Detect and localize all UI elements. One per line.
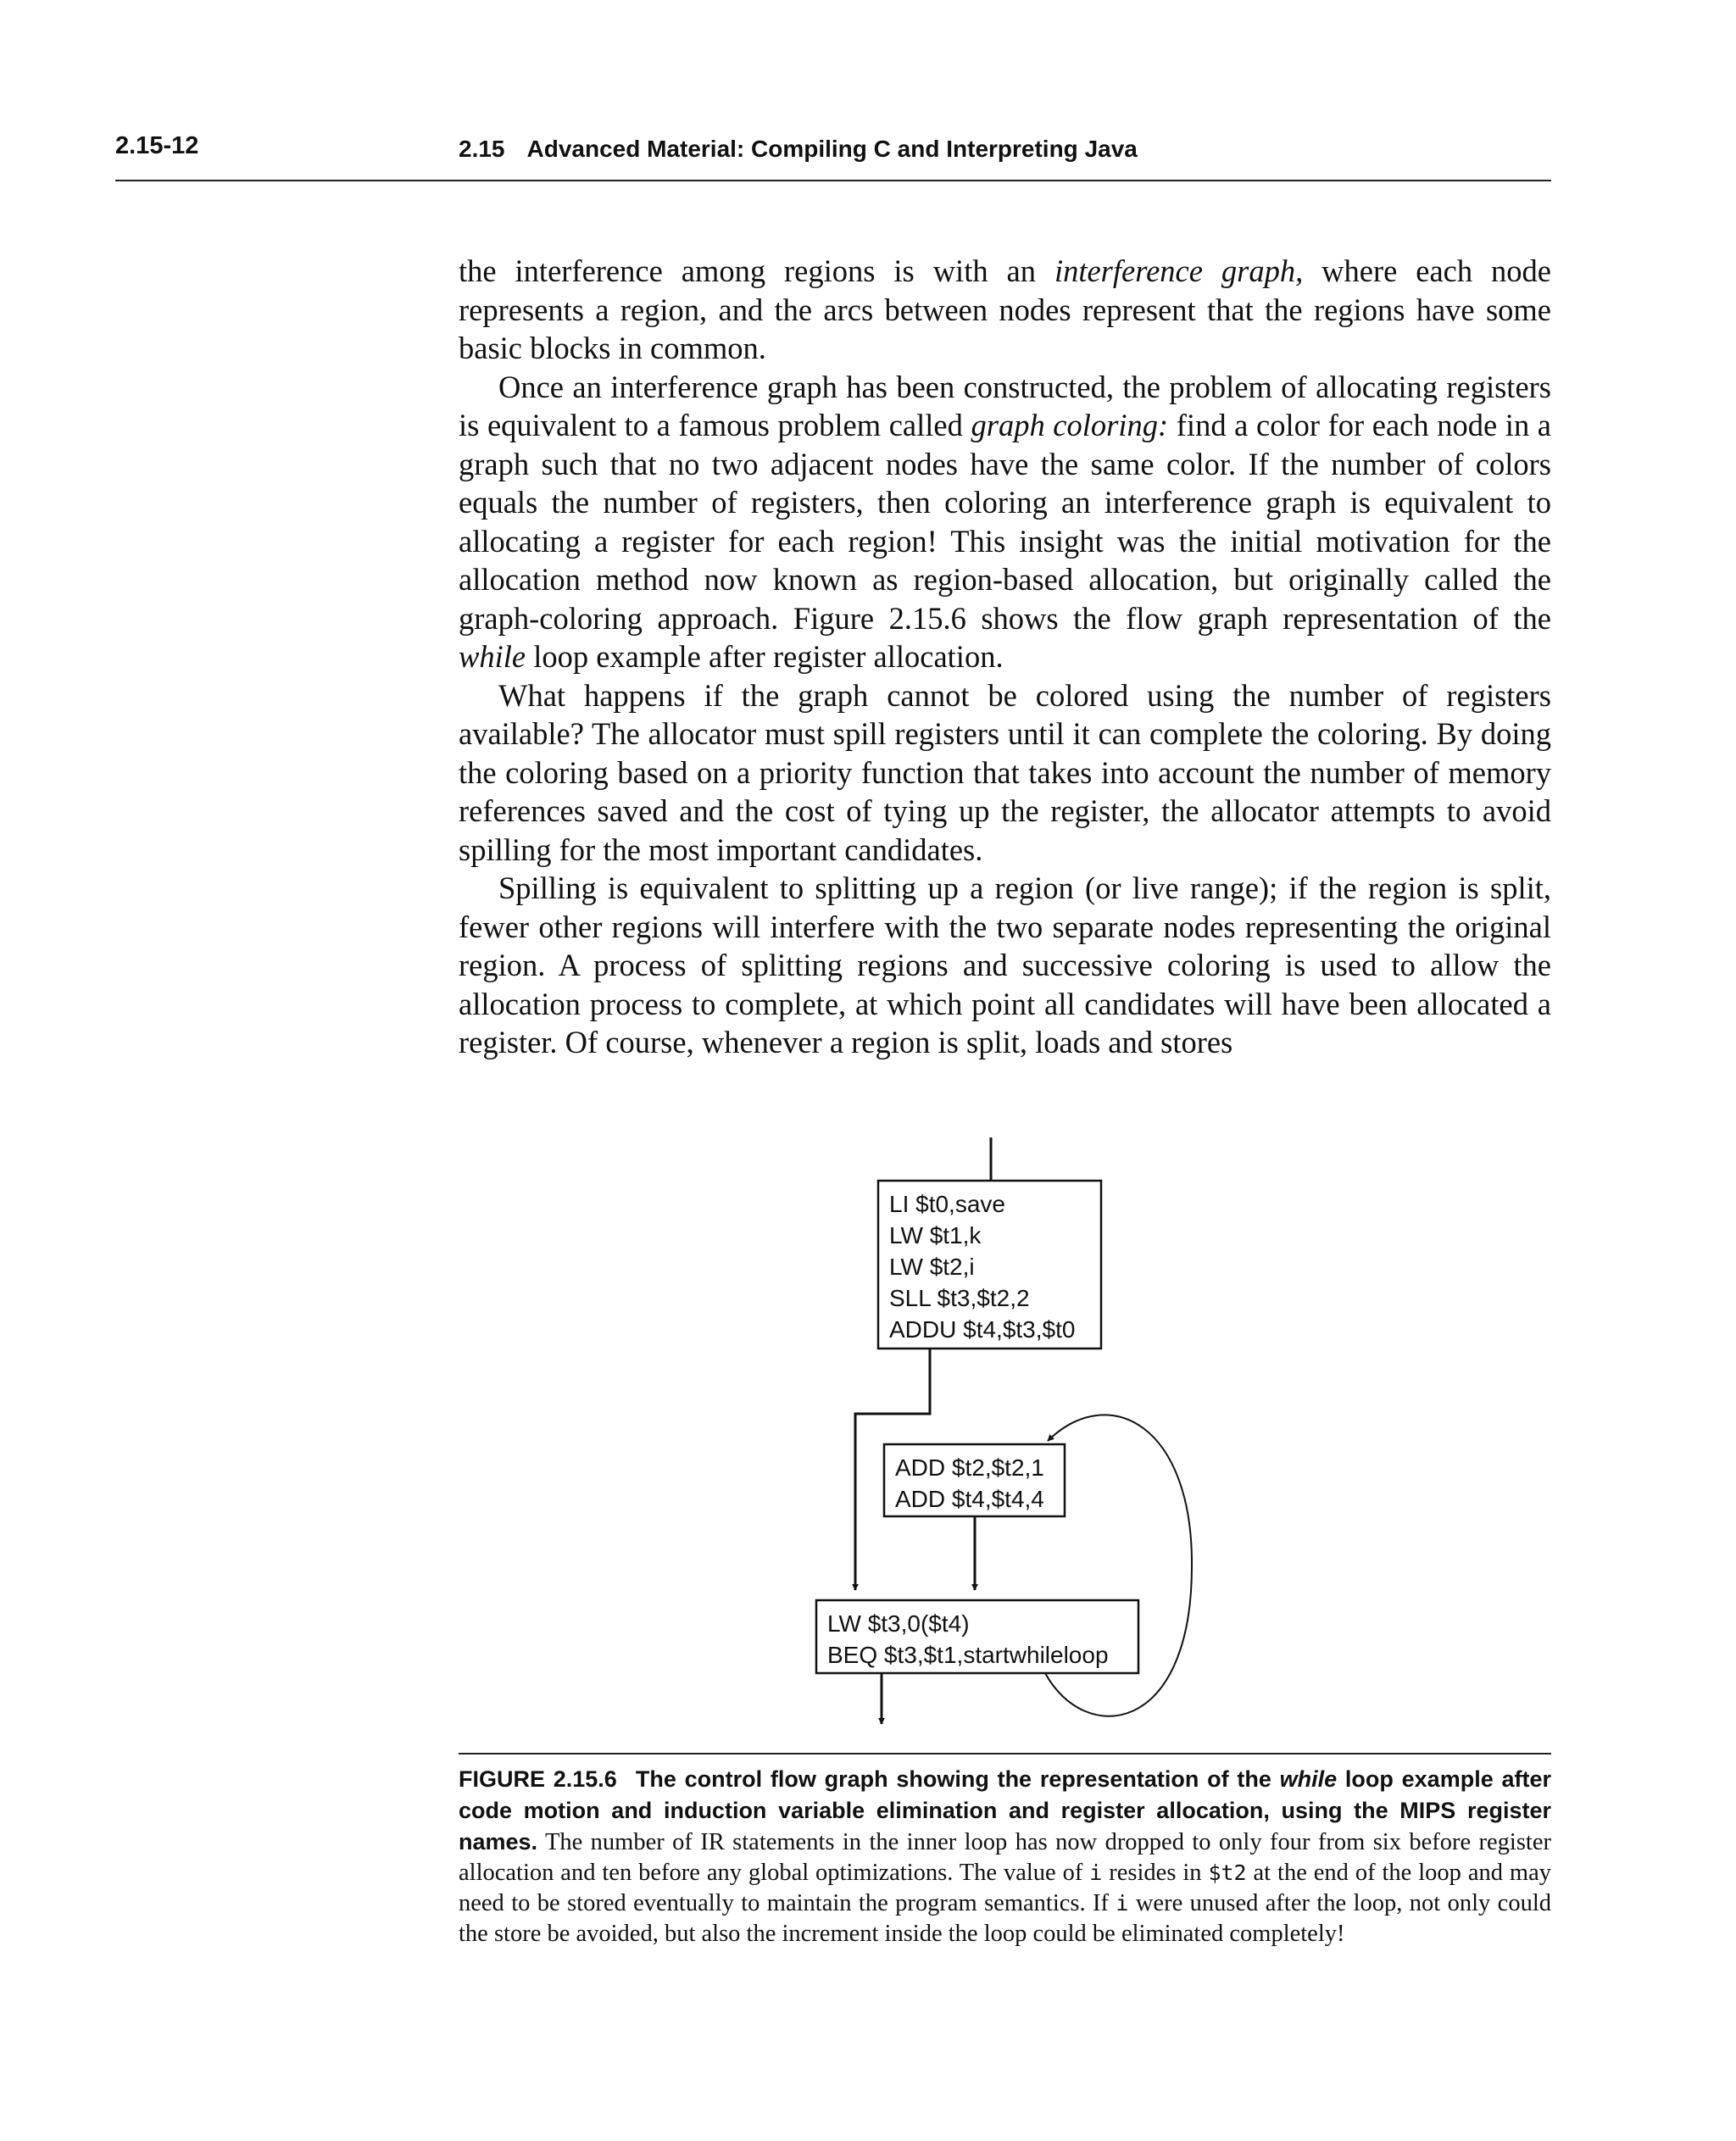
italic-term: graph coloring: [971, 408, 1169, 442]
block1-line-3: LW $t2,i [889, 1254, 975, 1280]
caption-code: $t2 [1208, 1860, 1247, 1885]
block1-line-5: ADDU $t4,$t3,$t0 [889, 1316, 1076, 1343]
caption-text: The number of IR statements in the inner loop has now dropped to only four from six before register allocation and ten before any global optimizations. The value of [459, 1829, 1551, 1886]
caption-rule [459, 1753, 1551, 1755]
caption-bold-text: The control flow graph showing the representation of the [635, 1766, 1280, 1792]
text-run: the interference among regions is with an [459, 253, 1054, 288]
figure-label: FIGURE 2.15.6 [459, 1766, 617, 1792]
text-run: loop example after register allocation. [526, 639, 1004, 674]
paragraph-4: Spilling is equivalent to splitting up a region (or live range); if the region is split, fewer other regions will interfere with the two separate nodes representing the original region. A process of splitting regions and successive coloring is used to allow the allocation process to complete, at which point all candidates will have been allocated a register. Of course, whenever a region is split, loads and stores [459, 870, 1551, 1059]
block2-line-1: ADD $t2,$t2,1 [895, 1454, 1044, 1481]
section-number: 2.15 [459, 136, 505, 162]
paragraph-3: What happens if the graph cannot be colored using the number of registers available? The allocator must spill registers until it can complete the coloring. By doing the coloring based on a priority function that takes into account the number of memory references saved and the cost of tying up the register, the allocator attempts to avoid spilling for the most important candidates. [459, 677, 1551, 867]
text-run: find a color for each node in a graph such that no two adjacent nodes have the same color. If the number of colors equals the number of registers, then coloring an interference graph is equivalent to allocating a register for each region! This insight was the initial motivation for the allocation method now known as region-based allocation, but originally called the graph-coloring approach. Figure 2.15.6 shows the flow graph representation of the [459, 408, 1552, 636]
text-run: where each node represents a region, and the arcs between nodes represent that the regions have some basic blocks in common. [459, 253, 1552, 365]
caption-bold-italic: while [1279, 1766, 1338, 1792]
block1-line-2: LW $t1,k [889, 1222, 982, 1248]
figure-caption [459, 1764, 1551, 1949]
caption-text: were unused after the loop, not only could the store be avoided, but also the increment inside the loop could be eliminated completely! [459, 1890, 1551, 1947]
page-number: 2.15-12 [115, 132, 199, 159]
block2-line-2: ADD $t4,$t4,4 [895, 1486, 1044, 1512]
block3-line-1: LW $t3,0($t4) [827, 1610, 970, 1637]
block3-line-2: BEQ $t3,$t1,startwhileloop [827, 1642, 1109, 1668]
text-run: Once an interference graph has been constructed, the problem of allocating registers is equivalent to a famous problem called [459, 369, 1551, 442]
caption-text: at the end of the loop and may need to be stored eventually to maintain the program semantics. If [459, 1860, 1551, 1916]
caption-code: i [1116, 1891, 1129, 1916]
block1-line-1: LI $t0,save [889, 1191, 1005, 1217]
section-title: Advanced Material: Compiling C and Interpreting Java [526, 136, 1138, 162]
caption-text: resides in [1102, 1860, 1209, 1886]
caption-bold-text: loop example after code motion and induction variable elimination and register allocation, using the MIPS register names. [459, 1766, 1551, 1855]
caption-code: i [1089, 1860, 1103, 1885]
italic-term: while [459, 639, 526, 674]
italic-term: interference graph, [1054, 253, 1304, 288]
block1-line-4: SLL $t3,$t2,2 [889, 1285, 1030, 1311]
